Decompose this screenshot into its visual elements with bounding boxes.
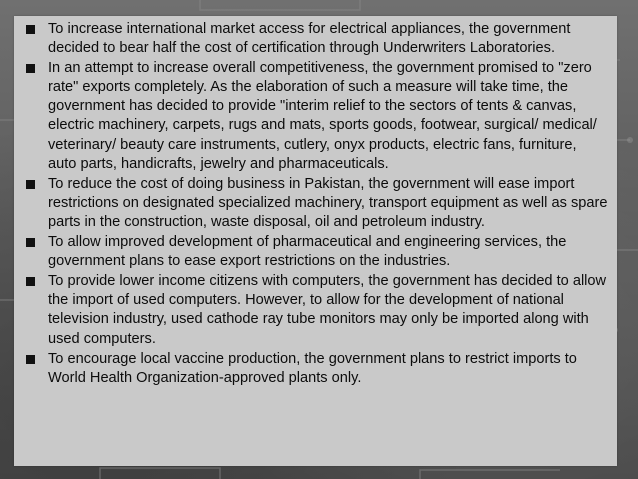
bullet-text: In an attempt to increase overall competitiveness, the government promised to "zero rate" exports completely. As the elaboration of such a measure will take time, the government has decided to provide "interim relief to the sectors of tents & canvas, electric machinery, carpets, rugs and mats, sports goods, footwear, surgical/ medical/ veterinary/ beauty care instruments, cutlery, onyx products, electric fans, furniture, auto parts, handicrafts, jewelry and pharmaceuticals. [48,60,597,172]
bullet-item-3 [14,175,609,232]
square-bullet-icon [26,64,35,73]
square-bullet-icon [26,180,35,189]
bullet-item-1 [14,20,609,58]
bullet-item-2 [14,59,609,174]
content-panel [14,16,617,466]
bullet-text: To provide lower income citizens with computers, the government has decided to allow the import of used computers. However, to allow for the development of national television industry, used cathode ray tube monitors may only be imported along with used computers. [48,273,607,347]
bullet-text: To encourage local vaccine production, the government plans to restrict imports to World Health Organization-approved plants only. [48,350,577,386]
square-bullet-icon [26,25,35,34]
square-bullet-icon [26,238,35,247]
bullet-text: To increase international market access for electrical appliances, the government decided to bear half the cost of certification through Underwriters Laboratories. [48,21,571,57]
square-bullet-icon [26,355,35,364]
bullet-text: To allow improved development of pharmaceutical and engineering services, the government plans to ease export restrictions on the industries. [48,234,567,270]
bullet-item-5 [14,272,609,348]
square-bullet-icon [26,277,35,286]
bullet-item-4 [14,233,609,271]
bullet-item-6 [14,350,609,388]
bullet-list [14,16,617,388]
bullet-text: To reduce the cost of doing business in Pakistan, the government will ease import restrictions on designated specialized machinery, transport equipment as well as spare parts in the construction, waste disposal, oil and petroleum industry. [48,175,608,230]
